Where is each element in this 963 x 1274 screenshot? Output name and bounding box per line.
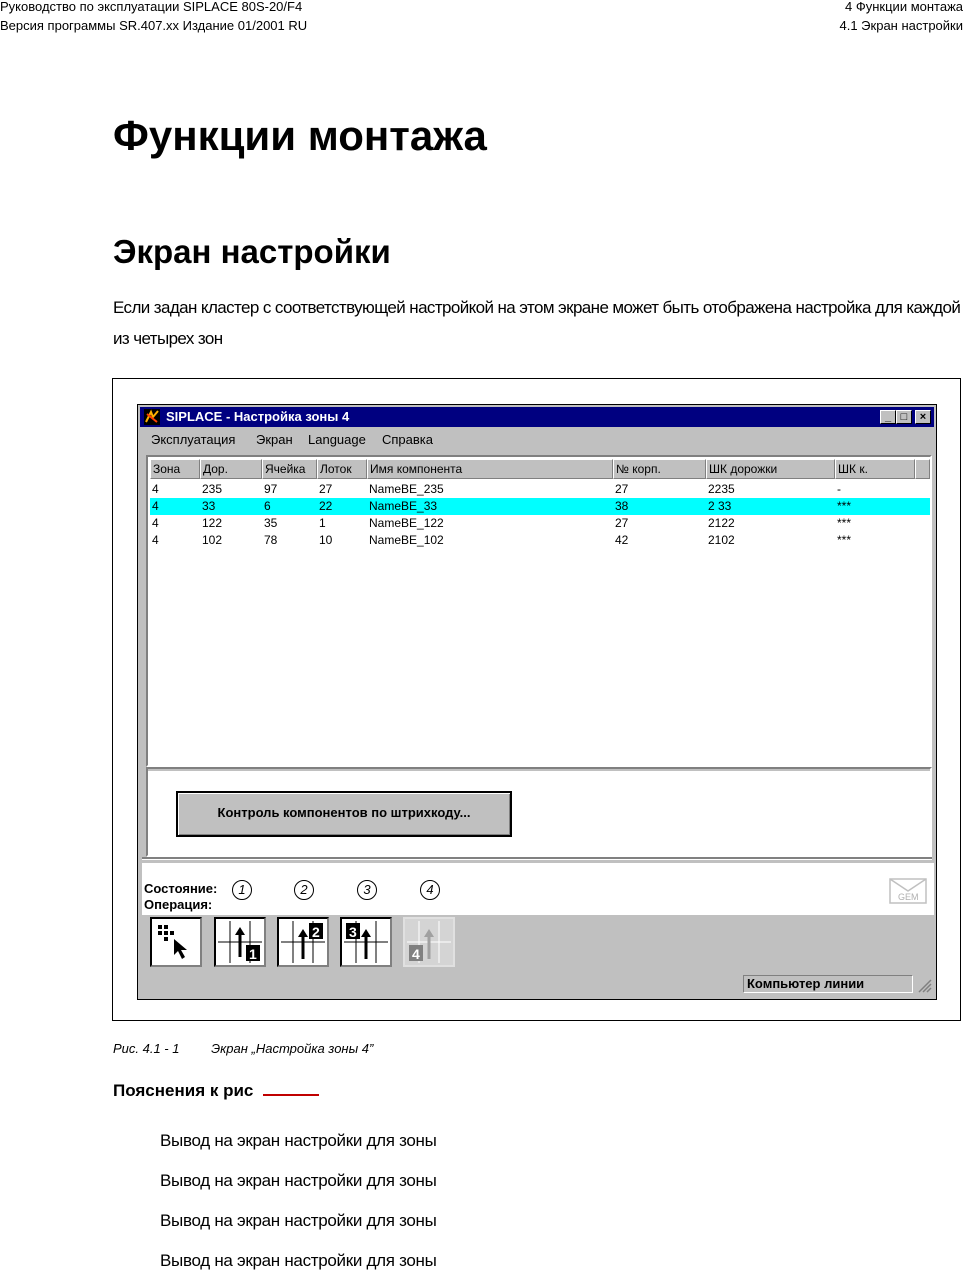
zone-3-icon xyxy=(342,919,390,965)
explanation-item: Вывод на экран настройки для зоны xyxy=(160,1171,437,1190)
cell-track-barcode: 2102 xyxy=(708,533,735,547)
cell-name: NameBE_122 xyxy=(369,516,444,530)
table-row[interactable] xyxy=(150,532,930,549)
gem-mail-icon xyxy=(888,871,928,905)
cell-track: 102 xyxy=(202,533,223,547)
cell-track-barcode: 2235 xyxy=(708,482,735,496)
barcode-check-button[interactable]: Контроль компонентов по штрихкоду... xyxy=(176,791,512,837)
callout-1: 1 xyxy=(232,880,252,900)
explanations-heading-text: Пояснения к рис xyxy=(113,1081,254,1100)
menu-item-help[interactable]: Справка xyxy=(382,432,433,447)
doc-header-right-1: 4 Функции монтажа xyxy=(845,0,963,14)
table-row-selected[interactable] xyxy=(150,498,930,515)
doc-header-left-2: Версия программы SR.407.xx Издание 01/2001 RU xyxy=(0,18,308,33)
cell-name: NameBE_102 xyxy=(369,533,444,547)
figure-caption xyxy=(113,1041,373,1056)
operation-label: Операция: xyxy=(144,897,213,912)
zone-2-button[interactable] xyxy=(277,917,329,967)
separator xyxy=(142,857,932,860)
app-window xyxy=(137,404,937,1000)
col-header-filler xyxy=(915,459,930,479)
action-panel xyxy=(146,767,932,857)
doc-header-left-1: Руководство по эксплуатации SIPLACE 80S-20/F4 xyxy=(0,0,303,14)
cell-name: NameBE_33 xyxy=(369,499,438,513)
cell-track: 235 xyxy=(202,482,223,496)
menu-item-screen[interactable]: Экран xyxy=(256,432,293,447)
cell-tray: 22 xyxy=(319,499,333,513)
svg-text:2: 2 xyxy=(312,924,320,940)
intro-paragraph: Если задан кластер с соответствующей настройкой на этом экране может быть отображена настройка для каждой из четырех зон xyxy=(113,298,961,348)
zone-1-icon xyxy=(216,919,264,965)
cell-cell: 78 xyxy=(264,533,278,547)
zone-2-icon xyxy=(279,919,327,965)
col-header-track-barcode[interactable]: ШК дорожки xyxy=(706,459,835,479)
col-header-component-name[interactable]: Имя компонента xyxy=(367,459,613,479)
cell-zone: 4 xyxy=(152,482,159,496)
cell-package: 42 xyxy=(615,533,629,547)
table-row[interactable] xyxy=(150,481,930,498)
callout-3: 3 xyxy=(357,880,377,900)
col-header-cell[interactable]: Ячейка xyxy=(262,459,317,479)
maximize-icon: □ xyxy=(900,411,908,423)
zone-1-button[interactable] xyxy=(214,917,266,967)
explanations-heading xyxy=(113,1080,319,1101)
zone-4-button[interactable] xyxy=(403,917,455,967)
select-zone-button[interactable] xyxy=(150,917,202,967)
cell-comp-barcode: - xyxy=(837,482,841,496)
cell-tray: 27 xyxy=(319,482,333,496)
cell-package: 27 xyxy=(615,516,629,530)
zone-3-button[interactable] xyxy=(340,917,392,967)
col-header-comp-barcode[interactable]: ШК к. xyxy=(835,459,915,479)
cell-package: 27 xyxy=(615,482,629,496)
component-list[interactable] xyxy=(146,455,932,767)
cell-comp-barcode: *** xyxy=(837,516,852,530)
cell-zone: 4 xyxy=(152,516,159,530)
explanation-item: Вывод на экран настройки для зоны xyxy=(160,1251,437,1270)
col-header-track[interactable]: Дор. xyxy=(200,459,262,479)
resize-grip-icon[interactable] xyxy=(916,977,932,993)
maximize-button[interactable] xyxy=(896,410,912,424)
cell-track-barcode: 2122 xyxy=(708,516,735,530)
callout-4: 4 xyxy=(420,880,440,900)
cell-cell: 97 xyxy=(264,482,278,496)
gem-label: GEM xyxy=(898,892,919,902)
figure-caption-text: Экран „Настройка зоны 4” xyxy=(211,1041,374,1056)
cell-zone: 4 xyxy=(152,533,159,547)
menu-item-operation[interactable]: Эксплуатация xyxy=(151,432,236,447)
cell-track: 33 xyxy=(202,499,216,513)
svg-text:3: 3 xyxy=(349,924,357,940)
explanation-item: Вывод на экран настройки для зоны xyxy=(160,1211,437,1230)
close-icon: × xyxy=(919,411,927,423)
blank-line xyxy=(263,1080,319,1096)
close-button[interactable] xyxy=(915,410,931,424)
callout-2: 2 xyxy=(294,880,314,900)
cell-cell: 35 xyxy=(264,516,278,530)
explanation-item: Вывод на экран настройки для зоны xyxy=(160,1131,437,1150)
section-title: Экран настройки xyxy=(113,233,391,270)
zone-4-icon xyxy=(405,919,453,965)
svg-text:1: 1 xyxy=(249,946,257,962)
status-bar xyxy=(140,973,934,997)
cell-tray: 1 xyxy=(319,516,326,530)
menu-item-language[interactable]: Language xyxy=(308,432,366,447)
cell-name: NameBE_235 xyxy=(369,482,444,496)
cell-cell: 6 xyxy=(264,499,271,513)
cell-comp-barcode: *** xyxy=(837,499,852,513)
minimize-button[interactable] xyxy=(880,410,896,424)
col-header-package[interactable]: № корп. xyxy=(613,459,706,479)
panel-divider xyxy=(148,769,930,771)
cell-zone: 4 xyxy=(152,499,159,513)
doc-header-right-2: 4.1 Экран настройки xyxy=(839,18,963,33)
svg-text:4: 4 xyxy=(412,946,420,962)
figure-number: Рис. 4.1 - 1 xyxy=(113,1041,180,1056)
state-label: Состояние: xyxy=(144,881,218,896)
table-row[interactable] xyxy=(150,515,930,532)
col-header-zone[interactable]: Зона xyxy=(150,459,200,479)
state-operation-area xyxy=(142,863,934,915)
col-header-tray[interactable]: Лоток xyxy=(317,459,367,479)
cell-track-barcode: 2 33 xyxy=(708,499,732,513)
chapter-title: Функции монтажа xyxy=(113,112,487,159)
cell-comp-barcode: *** xyxy=(837,533,852,547)
window-title: SIPLACE - Настройка зоны 4 xyxy=(166,409,350,424)
cell-tray: 10 xyxy=(319,533,333,547)
siplace-app-icon xyxy=(144,409,160,425)
status-pane-line-computer: Компьютер линии xyxy=(743,975,913,993)
cell-package: 38 xyxy=(615,499,629,513)
cell-track: 122 xyxy=(202,516,223,530)
minimize-icon: _ xyxy=(884,411,892,423)
cursor-grid-icon xyxy=(152,919,200,965)
title-bar[interactable] xyxy=(140,407,934,427)
